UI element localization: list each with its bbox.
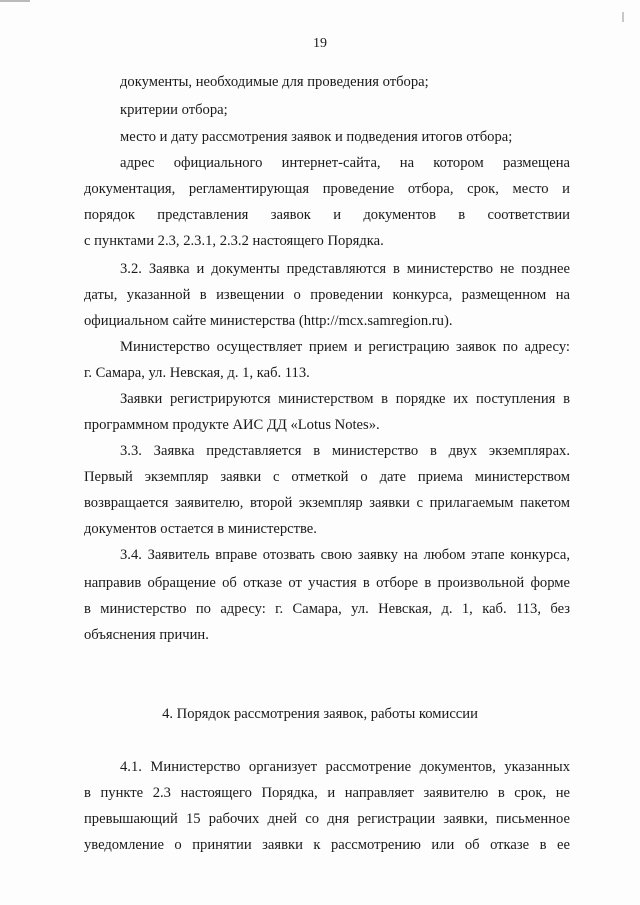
text-line: 3.4. Заявитель вправе отозвать свою заявку на любом этапе конкурса, (120, 547, 570, 563)
text-line: превышающий 15 рабочих дней со дня регистрации заявки, письменное (84, 811, 570, 827)
scan-artifact (622, 12, 624, 22)
text-line: официальном сайте министерства (http://mcx.samregion.ru). (84, 313, 453, 329)
text-line: адрес официального интернет-сайта, на котором размещена (120, 155, 570, 171)
text-line: Министерство осуществляет прием и регистрацию заявок по адресу: (120, 339, 570, 355)
text-line: уведомление о принятии заявки к рассмотрению или об отказе в ее (84, 837, 570, 853)
text-line: 3.2. Заявка и документы представляются в министерство не позднее (120, 261, 570, 277)
text-line: г. Самара, ул. Невская, д. 1, каб. 113. (84, 365, 310, 381)
text-line: 3.3. Заявка представляется в министерство в двух экземплярах. (120, 443, 570, 459)
text-line: критерии отбора; (120, 102, 228, 118)
text-line: программном продукте АИС ДД «Lotus Notes». (84, 417, 380, 433)
text-line: 4.1. Министерство организует рассмотрение документов, указанных (120, 759, 570, 775)
page-number: 19 (313, 36, 327, 51)
section-heading: 4. Порядок рассмотрения заявок, работы комиссии (162, 706, 478, 722)
text-line: Первый экземпляр заявки с отметкой о дате приема министерством (84, 469, 570, 485)
text-line: с пунктами 2.3, 2.3.1, 2.3.2 настоящего Порядка. (84, 233, 384, 249)
text-line: направив обращение об отказе от участия в отборе в произвольной форме (84, 575, 570, 591)
text-line: документов остается в министерстве. (84, 521, 317, 537)
text-line: документация, регламентирующая проведение отбора, срок, место и (84, 181, 570, 197)
text-line: в министерство по адресу: г. Самара, ул. Невская, д. 1, каб. 113, без (84, 601, 570, 617)
text-line: даты, указанной в извещении о проведении конкурса, размещенном на (84, 287, 570, 303)
text-line: Заявки регистрируются министерством в порядке их поступления в (120, 391, 570, 407)
text-line: место и дату рассмотрения заявок и подведения итогов отбора; (120, 129, 513, 145)
text-line: возвращается заявителю, второй экземпляр заявки с прилагаемым пакетом (84, 495, 570, 511)
text-line: объяснения причин. (84, 627, 209, 643)
scan-artifact (0, 0, 30, 2)
text-line: порядок представления заявок и документов в соответствии (84, 207, 570, 223)
text-line: документы, необходимые для проведения отбора; (120, 74, 429, 90)
text-line: в пункте 2.3 настоящего Порядка, и направляет заявителю в срок, не (84, 785, 570, 801)
